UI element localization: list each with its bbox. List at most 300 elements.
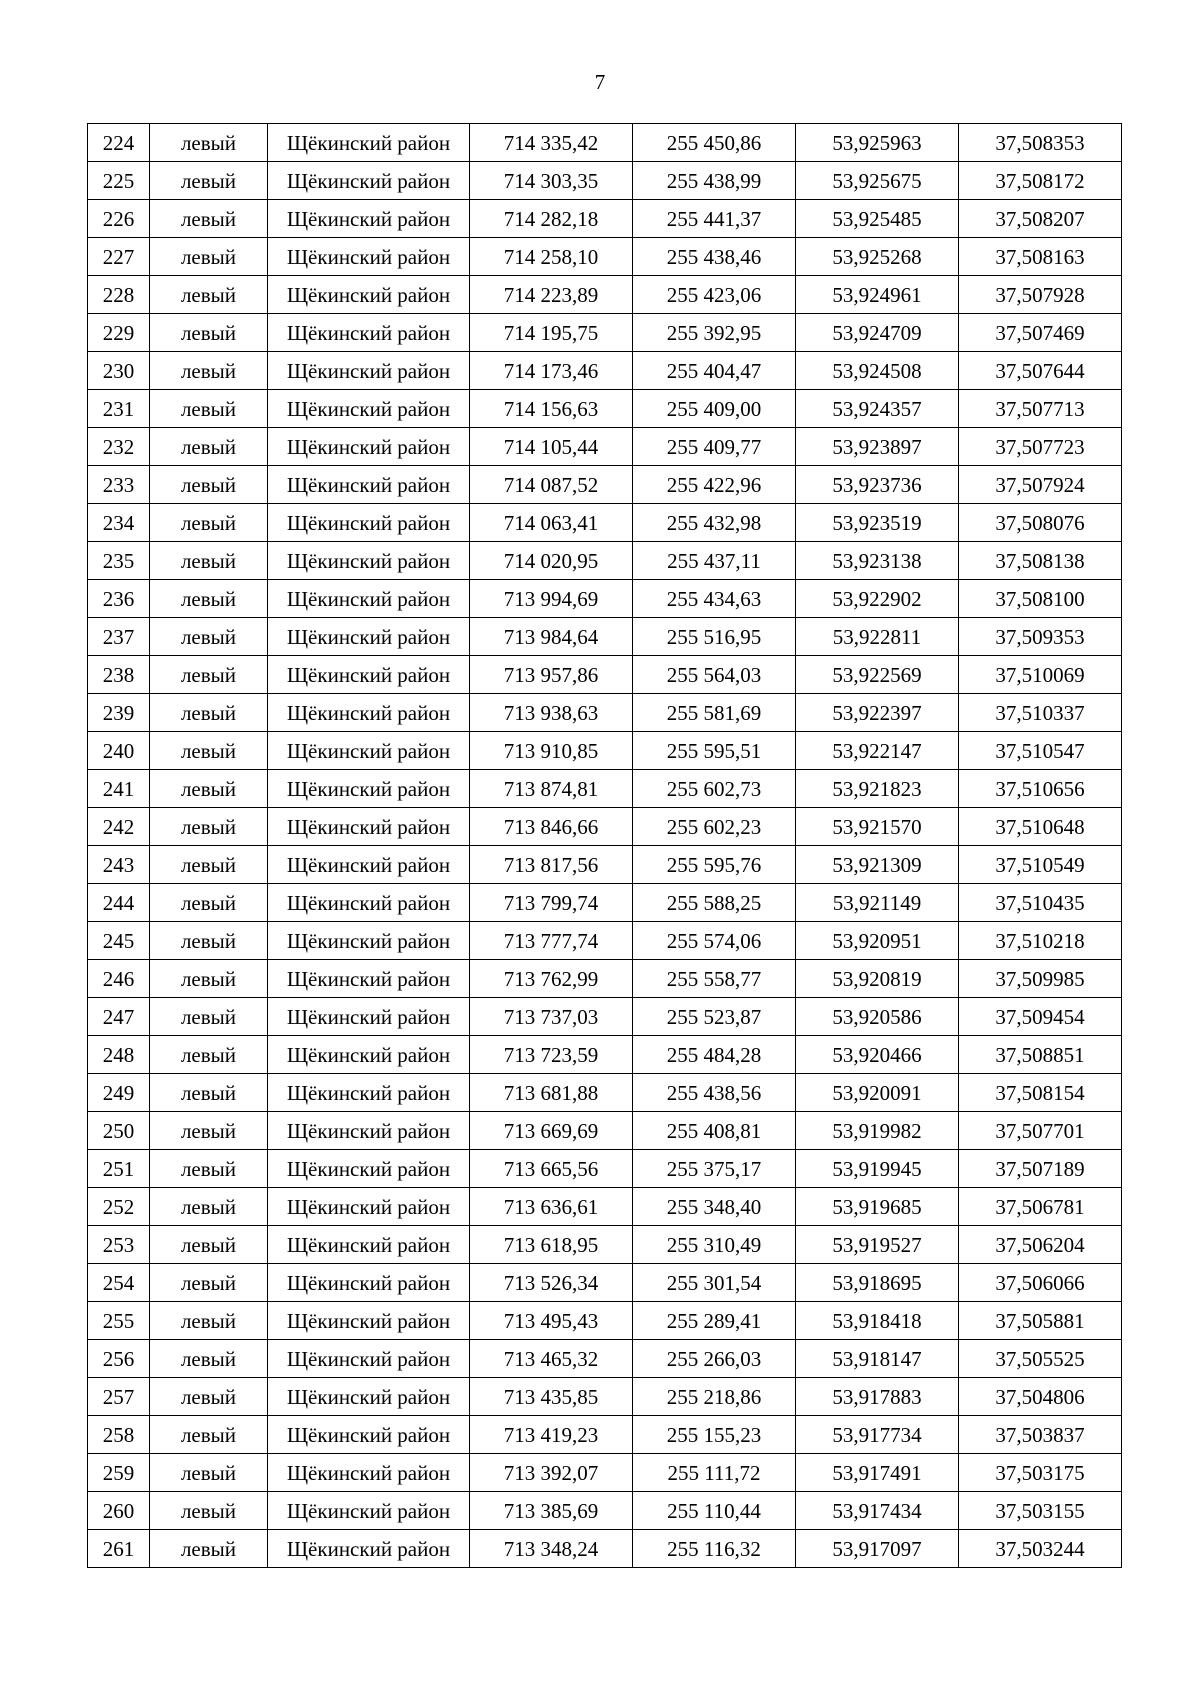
bank-side-cell: левый [150, 884, 268, 922]
y-coordinate-cell: 255 155,23 [633, 1416, 796, 1454]
district-cell: Щёкинский район [268, 1416, 470, 1454]
bank-side-cell: левый [150, 1302, 268, 1340]
longitude-cell: 37,510337 [959, 694, 1122, 732]
longitude-cell: 37,508851 [959, 1036, 1122, 1074]
longitude-cell: 37,508353 [959, 124, 1122, 162]
point-number-cell: 229 [88, 314, 150, 352]
point-number-cell: 247 [88, 998, 150, 1036]
table-row [88, 1150, 1122, 1188]
district-cell: Щёкинский район [268, 314, 470, 352]
y-coordinate-cell: 255 581,69 [633, 694, 796, 732]
table-row [88, 732, 1122, 770]
x-coordinate-cell: 713 665,56 [470, 1150, 633, 1188]
bank-side-cell: левый [150, 1150, 268, 1188]
district-cell: Щёкинский район [268, 656, 470, 694]
district-cell: Щёкинский район [268, 922, 470, 960]
longitude-cell: 37,505525 [959, 1340, 1122, 1378]
x-coordinate-cell: 714 105,44 [470, 428, 633, 466]
table-row [88, 960, 1122, 998]
point-number-cell: 254 [88, 1264, 150, 1302]
latitude-cell: 53,921570 [796, 808, 959, 846]
y-coordinate-cell: 255 558,77 [633, 960, 796, 998]
y-coordinate-cell: 255 516,95 [633, 618, 796, 656]
x-coordinate-cell: 713 777,74 [470, 922, 633, 960]
latitude-cell: 53,921823 [796, 770, 959, 808]
district-cell: Щёкинский район [268, 1530, 470, 1568]
x-coordinate-cell: 713 846,66 [470, 808, 633, 846]
table-row [88, 1454, 1122, 1492]
point-number-cell: 230 [88, 352, 150, 390]
x-coordinate-cell: 714 282,18 [470, 200, 633, 238]
y-coordinate-cell: 255 437,11 [633, 542, 796, 580]
point-number-cell: 258 [88, 1416, 150, 1454]
bank-side-cell: левый [150, 1112, 268, 1150]
longitude-cell: 37,508163 [959, 238, 1122, 276]
table-row [88, 1530, 1122, 1568]
x-coordinate-cell: 713 526,34 [470, 1264, 633, 1302]
table-row [88, 694, 1122, 732]
bank-side-cell: левый [150, 1188, 268, 1226]
latitude-cell: 53,920091 [796, 1074, 959, 1112]
y-coordinate-cell: 255 434,63 [633, 580, 796, 618]
latitude-cell: 53,923736 [796, 466, 959, 504]
latitude-cell: 53,921149 [796, 884, 959, 922]
point-number-cell: 224 [88, 124, 150, 162]
x-coordinate-cell: 713 435,85 [470, 1378, 633, 1416]
latitude-cell: 53,922397 [796, 694, 959, 732]
latitude-cell: 53,922569 [796, 656, 959, 694]
page-number: 7 [594, 70, 606, 94]
district-cell: Щёкинский район [268, 580, 470, 618]
latitude-cell: 53,920586 [796, 998, 959, 1036]
table-row [88, 276, 1122, 314]
longitude-cell: 37,510435 [959, 884, 1122, 922]
x-coordinate-cell: 713 874,81 [470, 770, 633, 808]
longitude-cell: 37,508076 [959, 504, 1122, 542]
bank-side-cell: левый [150, 352, 268, 390]
district-cell: Щёкинский район [268, 1340, 470, 1378]
bank-side-cell: левый [150, 1416, 268, 1454]
x-coordinate-cell: 713 994,69 [470, 580, 633, 618]
latitude-cell: 53,924357 [796, 390, 959, 428]
x-coordinate-cell: 713 737,03 [470, 998, 633, 1036]
point-number-cell: 246 [88, 960, 150, 998]
y-coordinate-cell: 255 392,95 [633, 314, 796, 352]
point-number-cell: 253 [88, 1226, 150, 1264]
longitude-cell: 37,507713 [959, 390, 1122, 428]
longitude-cell: 37,509454 [959, 998, 1122, 1036]
latitude-cell: 53,924508 [796, 352, 959, 390]
table-row [88, 1188, 1122, 1226]
x-coordinate-cell: 713 799,74 [470, 884, 633, 922]
y-coordinate-cell: 255 404,47 [633, 352, 796, 390]
table-row [88, 390, 1122, 428]
table-row [88, 922, 1122, 960]
x-coordinate-cell: 713 465,32 [470, 1340, 633, 1378]
x-coordinate-cell: 713 938,63 [470, 694, 633, 732]
latitude-cell: 53,922811 [796, 618, 959, 656]
district-cell: Щёкинский район [268, 466, 470, 504]
bank-side-cell: левый [150, 466, 268, 504]
longitude-cell: 37,508207 [959, 200, 1122, 238]
bank-side-cell: левый [150, 580, 268, 618]
bank-side-cell: левый [150, 1454, 268, 1492]
table-row [88, 1036, 1122, 1074]
y-coordinate-cell: 255 564,03 [633, 656, 796, 694]
district-cell: Щёкинский район [268, 998, 470, 1036]
y-coordinate-cell: 255 289,41 [633, 1302, 796, 1340]
longitude-cell: 37,507469 [959, 314, 1122, 352]
bank-side-cell: левый [150, 1074, 268, 1112]
y-coordinate-cell: 255 595,76 [633, 846, 796, 884]
district-cell: Щёкинский район [268, 1150, 470, 1188]
bank-side-cell: левый [150, 1530, 268, 1568]
x-coordinate-cell: 714 335,42 [470, 124, 633, 162]
bank-side-cell: левый [150, 238, 268, 276]
table-row [88, 846, 1122, 884]
latitude-cell: 53,924961 [796, 276, 959, 314]
y-coordinate-cell: 255 375,17 [633, 1150, 796, 1188]
bank-side-cell: левый [150, 276, 268, 314]
district-cell: Щёкинский район [268, 276, 470, 314]
bank-side-cell: левый [150, 618, 268, 656]
bank-side-cell: левый [150, 1264, 268, 1302]
latitude-cell: 53,923897 [796, 428, 959, 466]
district-cell: Щёкинский район [268, 1454, 470, 1492]
table-row [88, 1492, 1122, 1530]
point-number-cell: 237 [88, 618, 150, 656]
district-cell: Щёкинский район [268, 1036, 470, 1074]
longitude-cell: 37,508154 [959, 1074, 1122, 1112]
table-row [88, 542, 1122, 580]
longitude-cell: 37,507189 [959, 1150, 1122, 1188]
table-row [88, 428, 1122, 466]
longitude-cell: 37,508100 [959, 580, 1122, 618]
point-number-cell: 257 [88, 1378, 150, 1416]
latitude-cell: 53,922147 [796, 732, 959, 770]
y-coordinate-cell: 255 423,06 [633, 276, 796, 314]
table-row [88, 314, 1122, 352]
longitude-cell: 37,507701 [959, 1112, 1122, 1150]
point-number-cell: 250 [88, 1112, 150, 1150]
bank-side-cell: левый [150, 1378, 268, 1416]
latitude-cell: 53,918695 [796, 1264, 959, 1302]
x-coordinate-cell: 713 636,61 [470, 1188, 633, 1226]
x-coordinate-cell: 713 392,07 [470, 1454, 633, 1492]
y-coordinate-cell: 255 408,81 [633, 1112, 796, 1150]
latitude-cell: 53,925675 [796, 162, 959, 200]
latitude-cell: 53,919945 [796, 1150, 959, 1188]
table-row [88, 1074, 1122, 1112]
district-cell: Щёкинский район [268, 1264, 470, 1302]
bank-side-cell: левый [150, 1226, 268, 1264]
district-cell: Щёкинский район [268, 162, 470, 200]
coordinates-table [87, 123, 1122, 1568]
longitude-cell: 37,510547 [959, 732, 1122, 770]
latitude-cell: 53,920466 [796, 1036, 959, 1074]
latitude-cell: 53,925485 [796, 200, 959, 238]
district-cell: Щёкинский район [268, 1112, 470, 1150]
bank-side-cell: левый [150, 504, 268, 542]
x-coordinate-cell: 714 195,75 [470, 314, 633, 352]
longitude-cell: 37,503244 [959, 1530, 1122, 1568]
y-coordinate-cell: 255 602,23 [633, 808, 796, 846]
x-coordinate-cell: 713 495,43 [470, 1302, 633, 1340]
table-row [88, 1112, 1122, 1150]
point-number-cell: 238 [88, 656, 150, 694]
point-number-cell: 261 [88, 1530, 150, 1568]
bank-side-cell: левый [150, 428, 268, 466]
table-row [88, 1378, 1122, 1416]
district-cell: Щёкинский район [268, 884, 470, 922]
district-cell: Щёкинский район [268, 808, 470, 846]
y-coordinate-cell: 255 602,73 [633, 770, 796, 808]
longitude-cell: 37,505881 [959, 1302, 1122, 1340]
y-coordinate-cell: 255 523,87 [633, 998, 796, 1036]
table-row [88, 352, 1122, 390]
table-row [88, 200, 1122, 238]
longitude-cell: 37,507723 [959, 428, 1122, 466]
x-coordinate-cell: 714 063,41 [470, 504, 633, 542]
district-cell: Щёкинский район [268, 732, 470, 770]
table-row [88, 1416, 1122, 1454]
latitude-cell: 53,925963 [796, 124, 959, 162]
point-number-cell: 244 [88, 884, 150, 922]
point-number-cell: 234 [88, 504, 150, 542]
point-number-cell: 249 [88, 1074, 150, 1112]
latitude-cell: 53,917491 [796, 1454, 959, 1492]
latitude-cell: 53,920819 [796, 960, 959, 998]
latitude-cell: 53,918418 [796, 1302, 959, 1340]
district-cell: Щёкинский район [268, 1074, 470, 1112]
x-coordinate-cell: 714 223,89 [470, 276, 633, 314]
bank-side-cell: левый [150, 694, 268, 732]
y-coordinate-cell: 255 110,44 [633, 1492, 796, 1530]
longitude-cell: 37,506781 [959, 1188, 1122, 1226]
bank-side-cell: левый [150, 808, 268, 846]
x-coordinate-cell: 714 258,10 [470, 238, 633, 276]
district-cell: Щёкинский район [268, 542, 470, 580]
table-row [88, 1302, 1122, 1340]
x-coordinate-cell: 713 618,95 [470, 1226, 633, 1264]
table-row [88, 124, 1122, 162]
x-coordinate-cell: 713 817,56 [470, 846, 633, 884]
coordinates-table-body [88, 124, 1122, 1568]
table-row [88, 618, 1122, 656]
y-coordinate-cell: 255 116,32 [633, 1530, 796, 1568]
longitude-cell: 37,510648 [959, 808, 1122, 846]
y-coordinate-cell: 255 450,86 [633, 124, 796, 162]
point-number-cell: 240 [88, 732, 150, 770]
y-coordinate-cell: 255 595,51 [633, 732, 796, 770]
table-row [88, 998, 1122, 1036]
point-number-cell: 252 [88, 1188, 150, 1226]
longitude-cell: 37,506204 [959, 1226, 1122, 1264]
point-number-cell: 225 [88, 162, 150, 200]
y-coordinate-cell: 255 422,96 [633, 466, 796, 504]
y-coordinate-cell: 255 441,37 [633, 200, 796, 238]
point-number-cell: 236 [88, 580, 150, 618]
latitude-cell: 53,925268 [796, 238, 959, 276]
bank-side-cell: левый [150, 770, 268, 808]
longitude-cell: 37,506066 [959, 1264, 1122, 1302]
bank-side-cell: левый [150, 998, 268, 1036]
bank-side-cell: левый [150, 200, 268, 238]
district-cell: Щёкинский район [268, 1302, 470, 1340]
point-number-cell: 233 [88, 466, 150, 504]
longitude-cell: 37,507644 [959, 352, 1122, 390]
y-coordinate-cell: 255 438,46 [633, 238, 796, 276]
x-coordinate-cell: 714 087,52 [470, 466, 633, 504]
bank-side-cell: левый [150, 314, 268, 352]
longitude-cell: 37,509985 [959, 960, 1122, 998]
table-row [88, 884, 1122, 922]
table-row [88, 238, 1122, 276]
bank-side-cell: левый [150, 1492, 268, 1530]
longitude-cell: 37,510656 [959, 770, 1122, 808]
point-number-cell: 242 [88, 808, 150, 846]
district-cell: Щёкинский район [268, 694, 470, 732]
district-cell: Щёкинский район [268, 428, 470, 466]
point-number-cell: 259 [88, 1454, 150, 1492]
bank-side-cell: левый [150, 124, 268, 162]
point-number-cell: 228 [88, 276, 150, 314]
point-number-cell: 243 [88, 846, 150, 884]
district-cell: Щёкинский район [268, 770, 470, 808]
longitude-cell: 37,503837 [959, 1416, 1122, 1454]
table-row [88, 1340, 1122, 1378]
table-row [88, 656, 1122, 694]
point-number-cell: 239 [88, 694, 150, 732]
latitude-cell: 53,917434 [796, 1492, 959, 1530]
bank-side-cell: левый [150, 846, 268, 884]
table-row [88, 580, 1122, 618]
district-cell: Щёкинский район [268, 1492, 470, 1530]
y-coordinate-cell: 255 111,72 [633, 1454, 796, 1492]
latitude-cell: 53,919527 [796, 1226, 959, 1264]
x-coordinate-cell: 713 984,64 [470, 618, 633, 656]
district-cell: Щёкинский район [268, 1378, 470, 1416]
bank-side-cell: левый [150, 1340, 268, 1378]
point-number-cell: 260 [88, 1492, 150, 1530]
latitude-cell: 53,919685 [796, 1188, 959, 1226]
longitude-cell: 37,510549 [959, 846, 1122, 884]
table-row [88, 1264, 1122, 1302]
y-coordinate-cell: 255 484,28 [633, 1036, 796, 1074]
y-coordinate-cell: 255 438,99 [633, 162, 796, 200]
longitude-cell: 37,509353 [959, 618, 1122, 656]
district-cell: Щёкинский район [268, 390, 470, 428]
district-cell: Щёкинский район [268, 846, 470, 884]
y-coordinate-cell: 255 409,77 [633, 428, 796, 466]
point-number-cell: 251 [88, 1150, 150, 1188]
latitude-cell: 53,917734 [796, 1416, 959, 1454]
y-coordinate-cell: 255 409,00 [633, 390, 796, 428]
district-cell: Щёкинский район [268, 504, 470, 542]
longitude-cell: 37,510218 [959, 922, 1122, 960]
longitude-cell: 37,508172 [959, 162, 1122, 200]
longitude-cell: 37,508138 [959, 542, 1122, 580]
latitude-cell: 53,919982 [796, 1112, 959, 1150]
y-coordinate-cell: 255 310,49 [633, 1226, 796, 1264]
latitude-cell: 53,917097 [796, 1530, 959, 1568]
longitude-cell: 37,510069 [959, 656, 1122, 694]
district-cell: Щёкинский район [268, 960, 470, 998]
longitude-cell: 37,504806 [959, 1378, 1122, 1416]
point-number-cell: 227 [88, 238, 150, 276]
y-coordinate-cell: 255 432,98 [633, 504, 796, 542]
district-cell: Щёкинский район [268, 124, 470, 162]
table-row [88, 1226, 1122, 1264]
y-coordinate-cell: 255 218,86 [633, 1378, 796, 1416]
x-coordinate-cell: 714 020,95 [470, 542, 633, 580]
point-number-cell: 232 [88, 428, 150, 466]
district-cell: Щёкинский район [268, 200, 470, 238]
bank-side-cell: левый [150, 1036, 268, 1074]
x-coordinate-cell: 714 303,35 [470, 162, 633, 200]
x-coordinate-cell: 714 173,46 [470, 352, 633, 390]
table-row [88, 504, 1122, 542]
longitude-cell: 37,503175 [959, 1454, 1122, 1492]
bank-side-cell: левый [150, 390, 268, 428]
point-number-cell: 241 [88, 770, 150, 808]
table-row [88, 770, 1122, 808]
latitude-cell: 53,920951 [796, 922, 959, 960]
latitude-cell: 53,918147 [796, 1340, 959, 1378]
bank-side-cell: левый [150, 656, 268, 694]
district-cell: Щёкинский район [268, 1226, 470, 1264]
bank-side-cell: левый [150, 960, 268, 998]
point-number-cell: 248 [88, 1036, 150, 1074]
y-coordinate-cell: 255 266,03 [633, 1340, 796, 1378]
bank-side-cell: левый [150, 922, 268, 960]
latitude-cell: 53,924709 [796, 314, 959, 352]
latitude-cell: 53,923519 [796, 504, 959, 542]
latitude-cell: 53,923138 [796, 542, 959, 580]
y-coordinate-cell: 255 574,06 [633, 922, 796, 960]
point-number-cell: 255 [88, 1302, 150, 1340]
bank-side-cell: левый [150, 162, 268, 200]
point-number-cell: 256 [88, 1340, 150, 1378]
longitude-cell: 37,507924 [959, 466, 1122, 504]
bank-side-cell: левый [150, 732, 268, 770]
longitude-cell: 37,503155 [959, 1492, 1122, 1530]
point-number-cell: 235 [88, 542, 150, 580]
table-row [88, 808, 1122, 846]
district-cell: Щёкинский район [268, 352, 470, 390]
point-number-cell: 245 [88, 922, 150, 960]
x-coordinate-cell: 713 957,86 [470, 656, 633, 694]
x-coordinate-cell: 713 419,23 [470, 1416, 633, 1454]
latitude-cell: 53,917883 [796, 1378, 959, 1416]
district-cell: Щёкинский район [268, 1188, 470, 1226]
longitude-cell: 37,507928 [959, 276, 1122, 314]
district-cell: Щёкинский район [268, 618, 470, 656]
table-row [88, 466, 1122, 504]
x-coordinate-cell: 713 669,69 [470, 1112, 633, 1150]
y-coordinate-cell: 255 348,40 [633, 1188, 796, 1226]
table-row [88, 162, 1122, 200]
y-coordinate-cell: 255 438,56 [633, 1074, 796, 1112]
x-coordinate-cell: 713 910,85 [470, 732, 633, 770]
x-coordinate-cell: 713 762,99 [470, 960, 633, 998]
x-coordinate-cell: 713 348,24 [470, 1530, 633, 1568]
latitude-cell: 53,921309 [796, 846, 959, 884]
point-number-cell: 226 [88, 200, 150, 238]
district-cell: Щёкинский район [268, 238, 470, 276]
y-coordinate-cell: 255 301,54 [633, 1264, 796, 1302]
x-coordinate-cell: 713 385,69 [470, 1492, 633, 1530]
